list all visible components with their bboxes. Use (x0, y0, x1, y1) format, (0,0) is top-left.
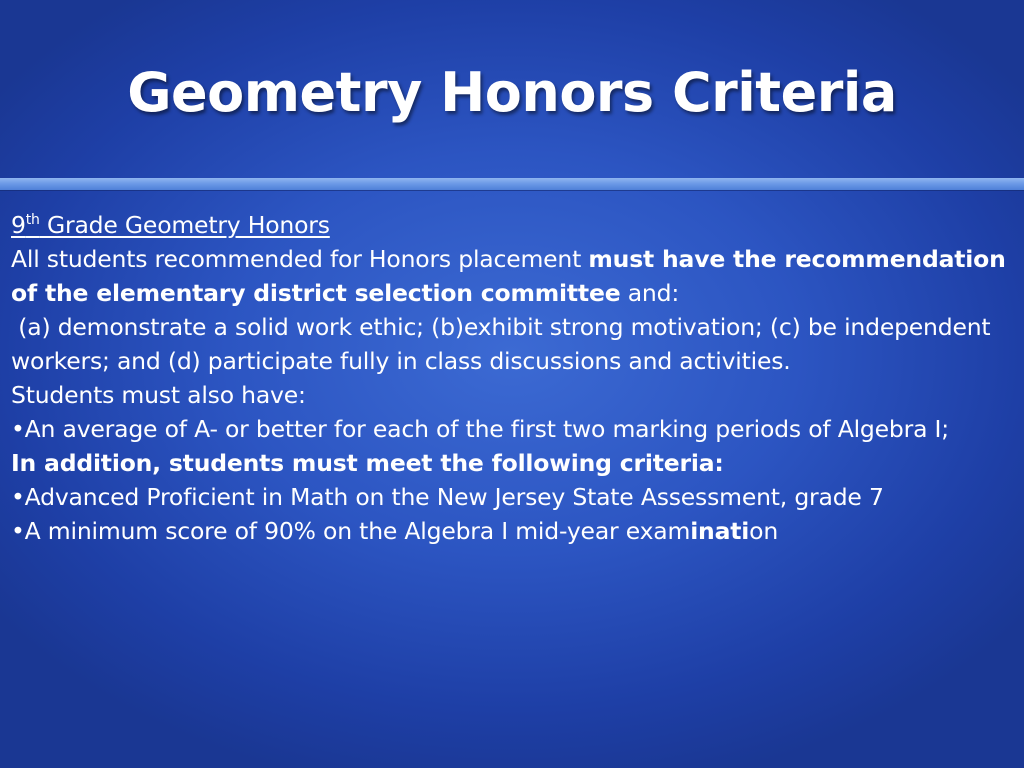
heading-rest: Grade Geometry Honors (39, 211, 330, 239)
title-divider (0, 178, 1024, 190)
heading-number: 9 (11, 211, 26, 239)
exam-text-end: on (749, 517, 779, 545)
exam-text-start: •A minimum score of 90% on the Algebra I mid-year exam (11, 517, 691, 545)
title-divider-shadow (0, 190, 1024, 191)
intro-paragraph (11, 242, 1011, 310)
bullet-item-assessment: •Advanced Proficient in Math on the New Jersey State Assessment, grade 7 (11, 483, 884, 511)
also-have-line: Students must also have: (11, 381, 306, 409)
heading-superscript: th (25, 212, 40, 228)
intro-bold: must have the recommendation of the elementary district selection committee (11, 245, 1006, 307)
intro-plain: All students recommended for Honors placement (11, 245, 589, 273)
slide-title: Geometry Honors Criteria (127, 61, 897, 124)
bullet-item-exam (11, 514, 1011, 548)
slide-body (11, 208, 1011, 548)
intro-end: and: (620, 279, 680, 307)
bullet-item-average: •An average of A- or better for each of the first two marking periods of Algebra I; (11, 415, 950, 443)
requirements-paragraph: (a) demonstrate a solid work ethic; (b)exhibit strong motivation; (c) be independent workers; and (d) participate fully in class discussions and activities. (11, 313, 998, 375)
section-heading-text (11, 211, 330, 239)
criteria-heading: In addition, students must meet the following criteria: (11, 449, 724, 477)
exam-text-bold: inati (690, 517, 750, 545)
section-heading (11, 208, 1011, 242)
